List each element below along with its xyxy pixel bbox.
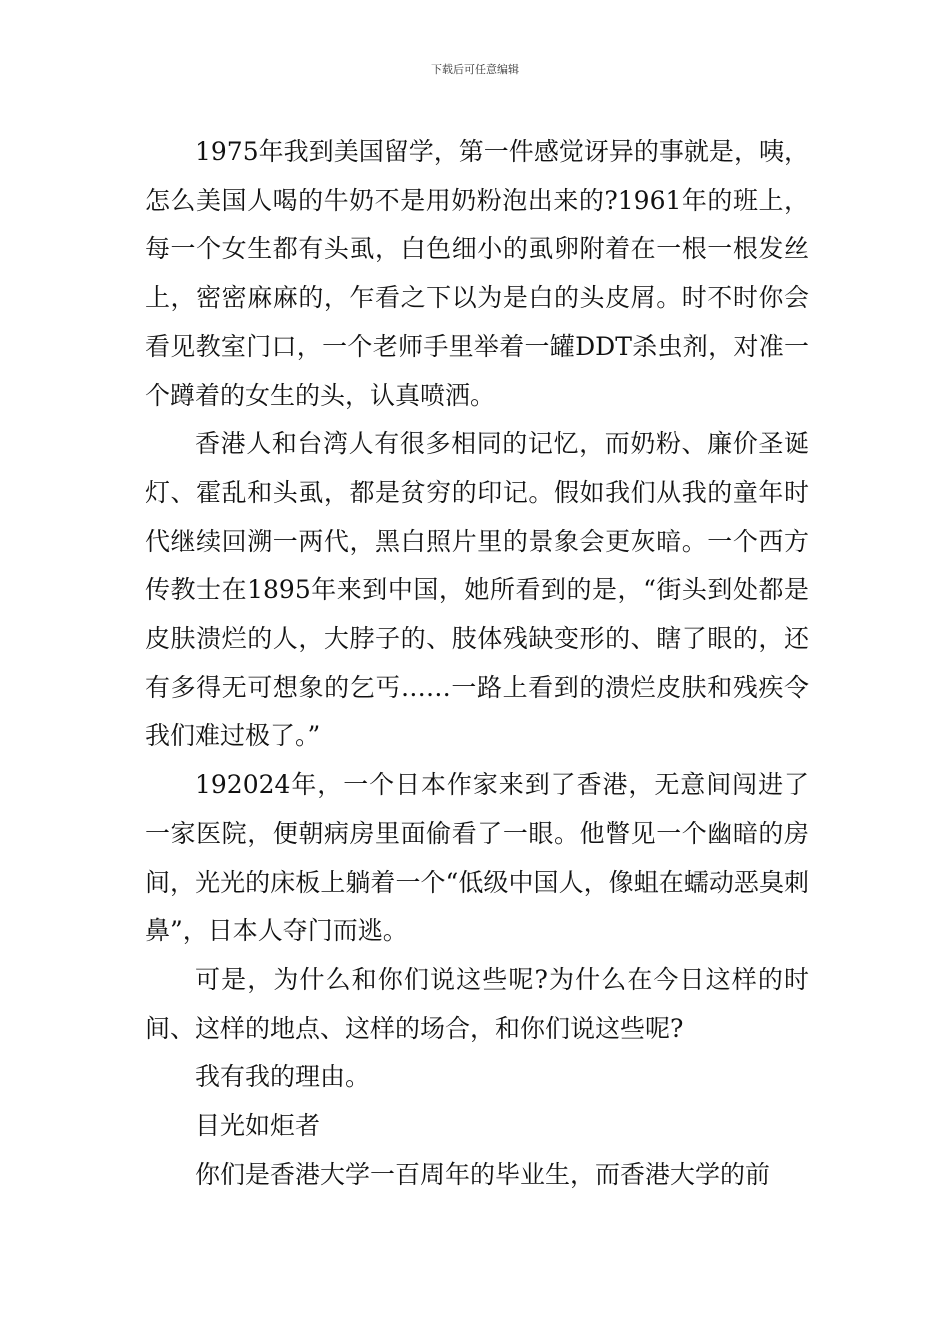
- page-header: 下载后可任意编辑: [431, 63, 519, 76]
- paragraph-5: 我有我的理由。: [195, 1062, 371, 1092]
- paragraph-4: 可是，为什么和你们说这些呢?为什么在今日这样的时间、这样的地点、这样的场合，和你们说这些呢?: [145, 964, 809, 1043]
- paragraph-3: 192024年，一个日本作家来到了香港，无意间闯进了一家医院，便朝病房里面偷看了一眼。他瞥见一个幽暗的房间，光光的床板上躺着一个“低级中国人，像蛆在蠕动恶臭刺鼻”，日本人夺门而逃。: [145, 770, 809, 946]
- paragraph-6: 你们是香港大学一百周年的毕业生，而香港大学的前: [195, 1159, 771, 1189]
- section-heading: 目光如炬者: [195, 1111, 321, 1141]
- document-body: [145, 128, 809, 1199]
- paragraph-1: 1975年我到美国留学，第一件感觉讶异的事就是，咦，怎么美国人喝的牛奶不是用奶粉泡出来的?1961年的班上，每一个女生都有头虱，白色细小的虱卵附着在一根一根发丝上，密密麻麻的，乍看之下以为是白的头皮屑。时不时你会看见教室门口，一个老师手里举着一罐DDT杀虫剂，对准一个蹲着的女生的头，认真喷洒。: [145, 137, 809, 410]
- paragraph-2: 香港人和台湾人有很多相同的记忆，而奶粉、廉价圣诞灯、霍乱和头虱，都是贫穷的印记。假如我们从我的童年时代继续回溯一两代，黑白照片里的景象会更灰暗。一个西方传教士在1895年来到中国，她所看到的是，“街头到处都是皮肤溃烂的人，大脖子的、肢体残缺变形的、瞎了眼的，还有多得无可想象的乞丐……一路上看到的溃烂皮肤和残疾令我们难过极了。”: [145, 429, 809, 751]
